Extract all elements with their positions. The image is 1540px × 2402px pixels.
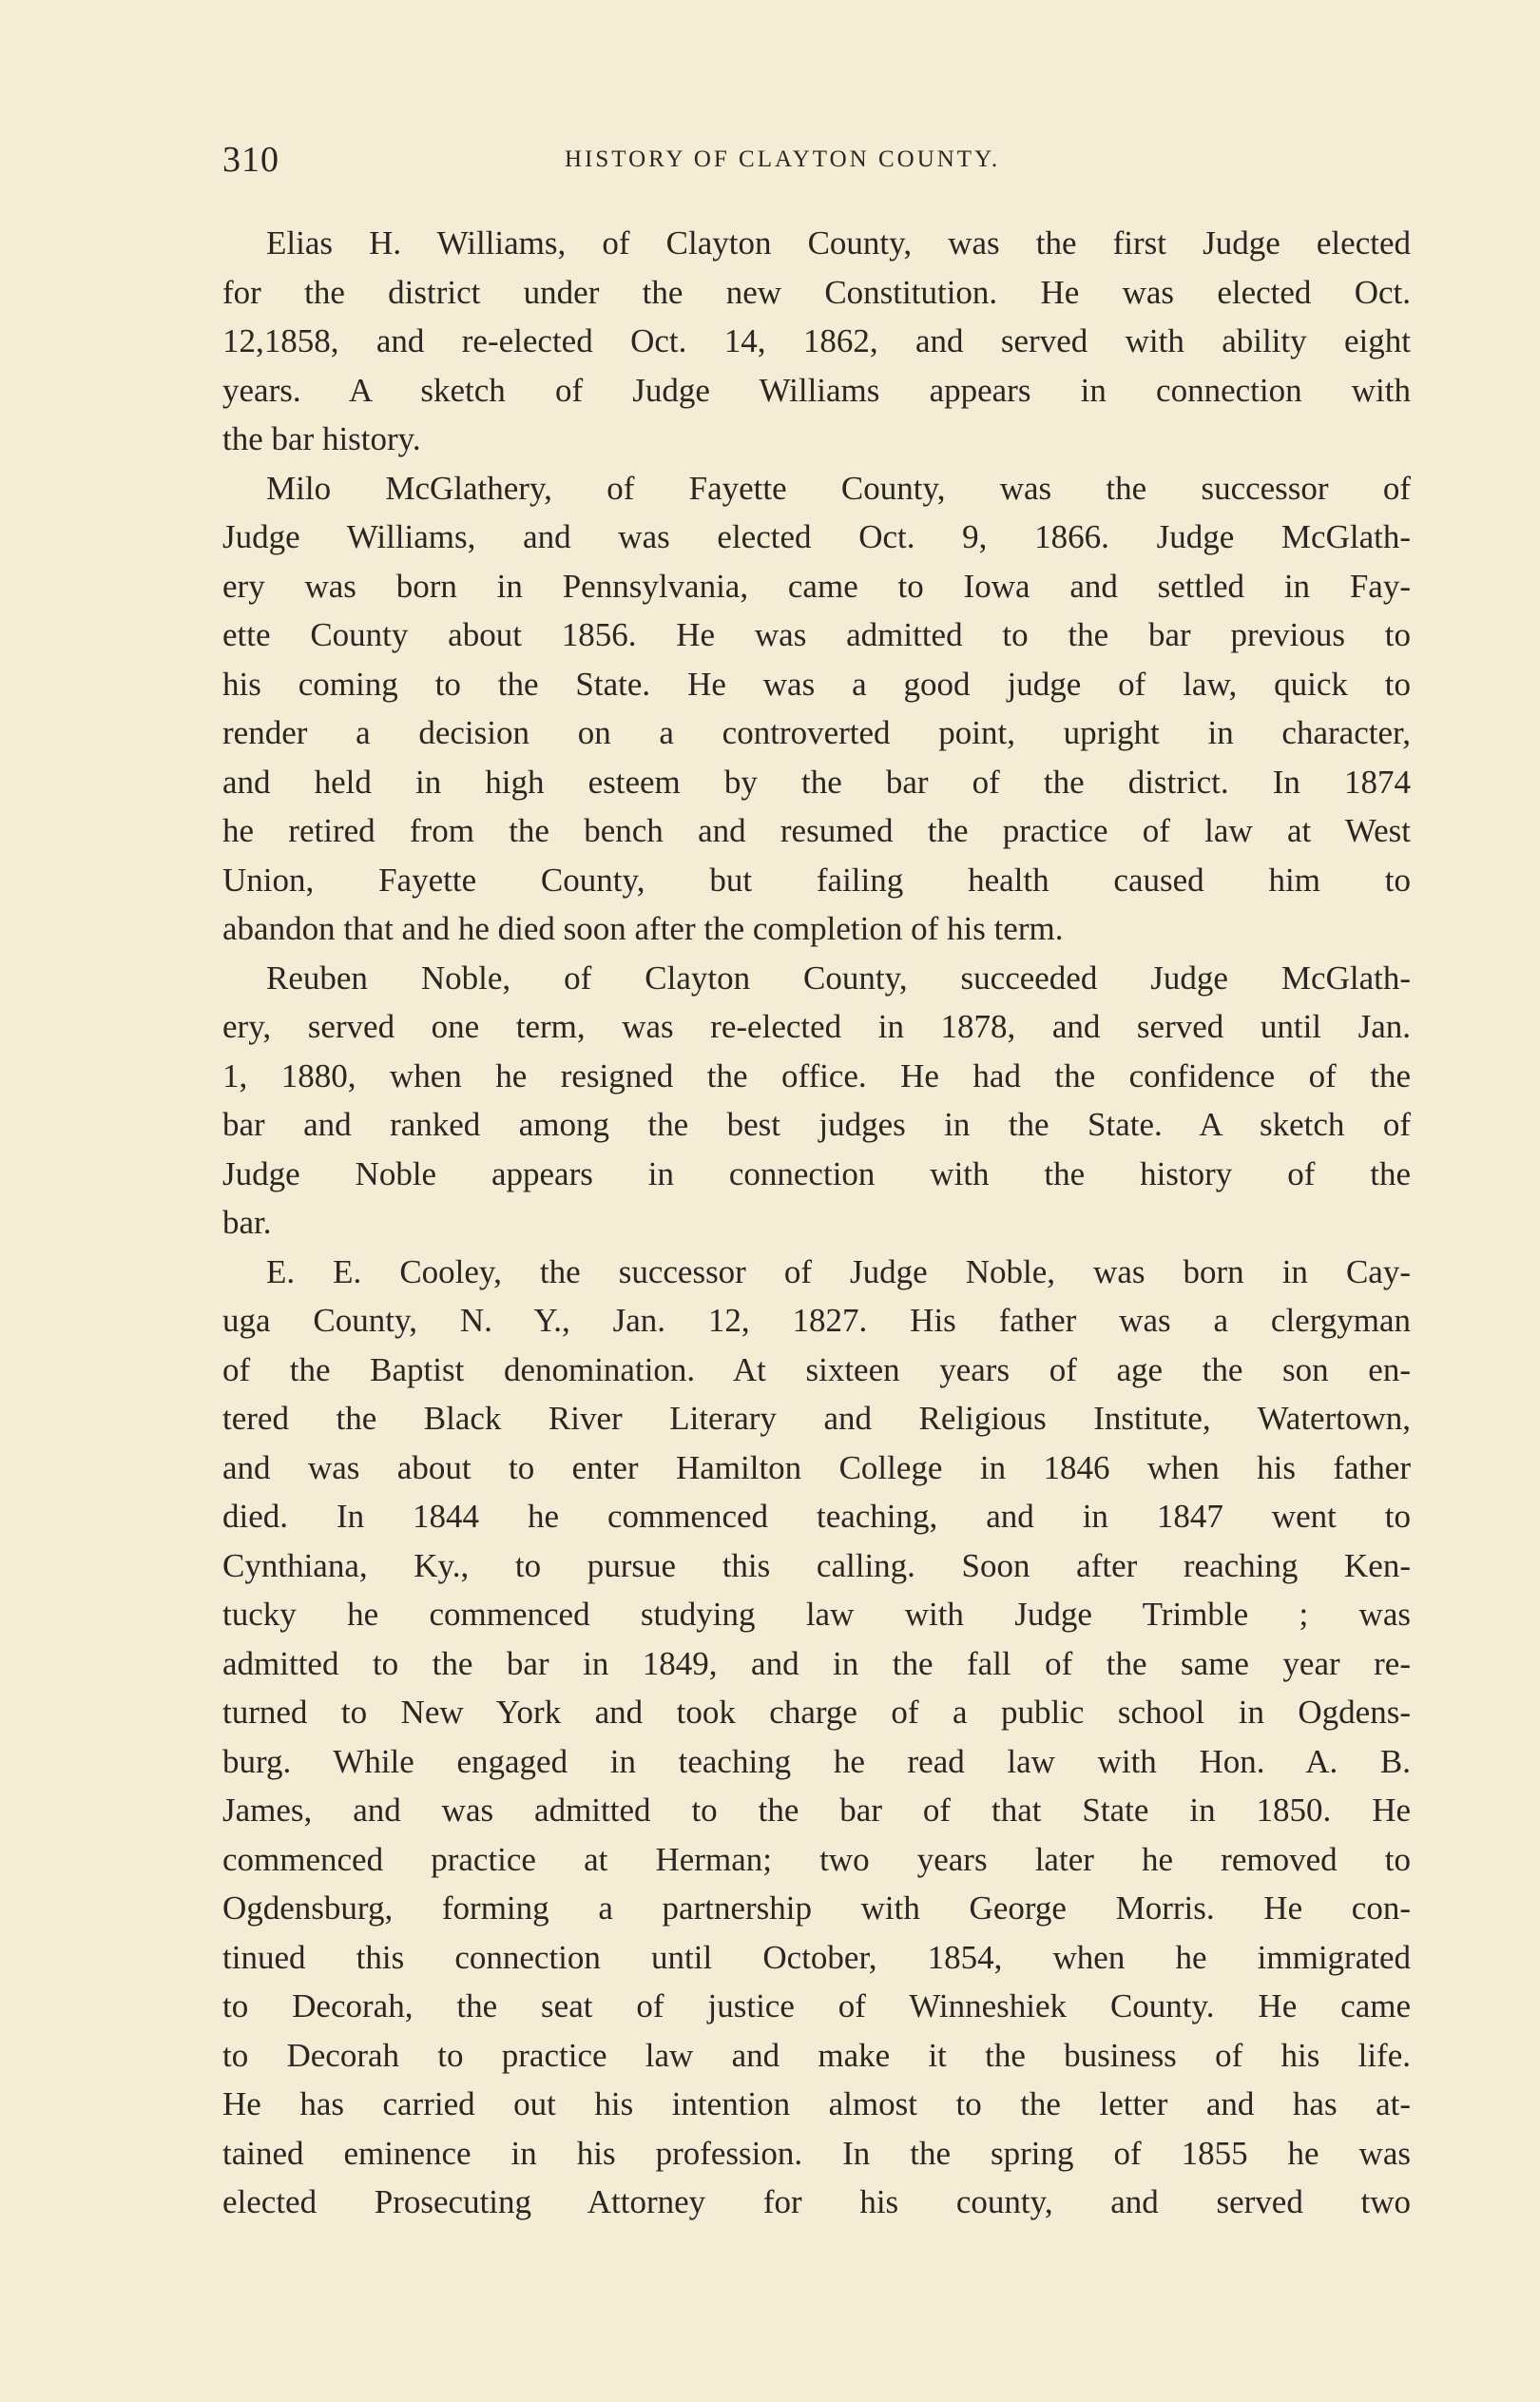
text-line: Reuben Noble, of Clayton County, succeeded Judge McGlath- bbox=[266, 959, 1411, 997]
text-line: Cynthiana, Ky., to pursue this calling. Soon after reaching Ken- bbox=[222, 1546, 1411, 1584]
text-line: the bar history. bbox=[222, 420, 421, 457]
text-line: his coming to the State. He was a good judge of law, quick to bbox=[222, 665, 1411, 703]
text-line: admitted to the bar in 1849, and in the fall of the same year re- bbox=[222, 1644, 1411, 1682]
text-line: commenced practice at Herman; two years later he removed to bbox=[222, 1840, 1411, 1878]
text-line: 1, 1880, when he resigned the office. He had the confidence of the bbox=[222, 1056, 1411, 1094]
text-line: for the district under the new Constitution. He was elected Oct. bbox=[222, 273, 1411, 311]
text-line: uga County, N. Y., Jan. 12, 1827. His father was a clergyman bbox=[222, 1302, 1411, 1339]
text-line: years. A sketch of Judge Williams appears in connection with bbox=[222, 371, 1411, 409]
page-header bbox=[222, 139, 1411, 186]
page-number: 310 bbox=[222, 140, 279, 180]
text-line: He has carried out his intention almost to the letter and has at- bbox=[222, 2085, 1411, 2122]
text-line: James, and was admitted to the bar of that State in 1850. He bbox=[222, 1792, 1411, 1829]
text-line: died. In 1844 he commenced teaching, and in 1847 went to bbox=[222, 1498, 1411, 1535]
text-line: bar. bbox=[222, 1204, 272, 1241]
text-line: tinued this connection until October, 1854, when he immigrated bbox=[222, 1938, 1411, 1976]
text-line: Judge Williams, and was elected Oct. 9, 1866. Judge McGlath- bbox=[222, 518, 1411, 555]
text-line: he retired from the bench and resumed the practice of law at West bbox=[222, 812, 1411, 849]
text-line: Judge Noble appears in connection with the history of the bbox=[222, 1154, 1411, 1192]
text-line: E. E. Cooley, the successor of Judge Noble, was born in Cay- bbox=[266, 1252, 1411, 1290]
text-line: Milo McGlathery, of Fayette County, was the successor of bbox=[266, 469, 1411, 507]
text-line: and was about to enter Hamilton College in 1846 when his father bbox=[222, 1448, 1411, 1486]
text-line: ery was born in Pennsylvania, came to Iowa and settled in Fay- bbox=[222, 567, 1411, 605]
text-line: to Decorah to practice law and make it the business of his life. bbox=[222, 2036, 1411, 2074]
text-line: turned to New York and took charge of a public school in Ogdens- bbox=[222, 1694, 1411, 1731]
text-line: tucky he commenced studying law with Judge Trimble ; was bbox=[222, 1596, 1411, 1633]
text-line: 12,1858, and re-elected Oct. 14, 1862, and served with ability eight bbox=[222, 322, 1411, 359]
text-line: Ogdensburg, forming a partnership with George Morris. He con- bbox=[222, 1889, 1411, 1927]
text-line: ery, served one term, was re-elected in 1878, and served until Jan. bbox=[222, 1008, 1411, 1045]
text-line: abandon that and he died soon after the completion of his term. bbox=[222, 910, 1064, 947]
text-line: render a decision on a controverted point, upright in character, bbox=[222, 714, 1411, 751]
text-line: Elias H. Williams, of Clayton County, was the first Judge elected bbox=[266, 224, 1411, 262]
text-line: of the Baptist denomination. At sixteen years of age the son en- bbox=[222, 1350, 1411, 1388]
text-line: tered the Black River Literary and Religious Institute, Watertown, bbox=[222, 1400, 1411, 1437]
text-line: elected Prosecuting Attorney for his county, and served two bbox=[222, 2183, 1411, 2220]
running-head: HISTORY OF CLAYTON COUNTY. bbox=[565, 146, 1001, 172]
text-line: ette County about 1856. He was admitted to the bar previous to bbox=[222, 616, 1411, 653]
text-line: tained eminence in his profession. In the spring of 1855 he was bbox=[222, 2134, 1411, 2172]
text-line: burg. While engaged in teaching he read law with Hon. A. B. bbox=[222, 1742, 1411, 1780]
text-line: bar and ranked among the best judges in the State. A sketch of bbox=[222, 1106, 1411, 1143]
text-line: to Decorah, the seat of justice of Winneshiek County. He came bbox=[222, 1987, 1411, 2024]
body-text bbox=[222, 219, 1411, 2227]
text-line: Union, Fayette County, but failing health caused him to bbox=[222, 861, 1411, 899]
text-line: and held in high esteem by the bar of the district. In 1874 bbox=[222, 763, 1411, 801]
